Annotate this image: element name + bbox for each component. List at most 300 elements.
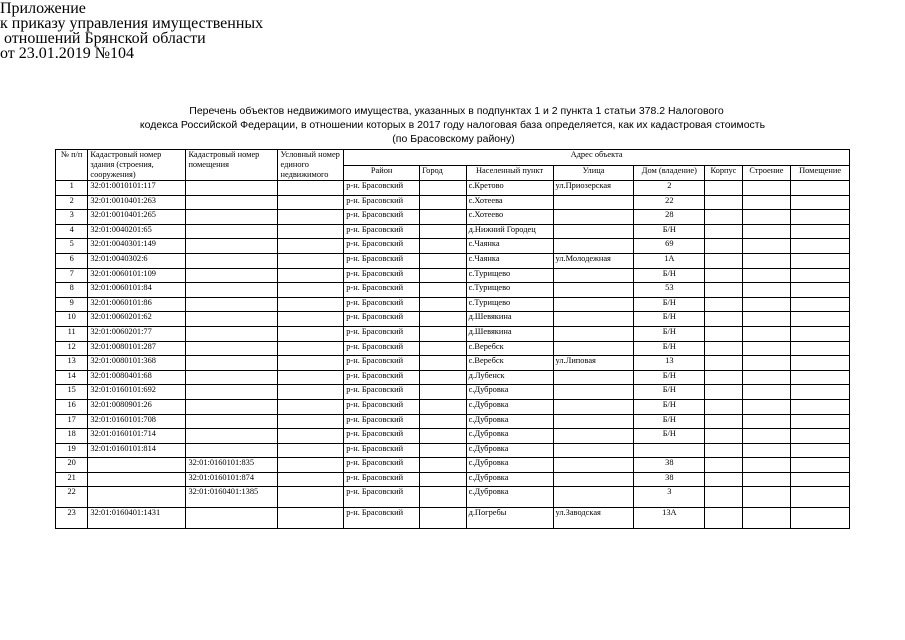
cad-building-cell: 32:01:0080901:26	[88, 399, 186, 414]
house-cell: Б/Н	[634, 224, 705, 239]
cad-room-cell	[186, 239, 278, 254]
cad-room-cell	[186, 268, 278, 283]
stroenie-cell	[742, 253, 791, 268]
cad-room-cell	[186, 341, 278, 356]
row-number-cell: 13	[56, 356, 88, 371]
street-cell: ул.Липовая	[553, 356, 634, 371]
cond-num-cell	[278, 253, 344, 268]
district-cell: р-н. Брасовский	[344, 385, 420, 400]
room-cell	[791, 370, 850, 385]
cond-num-cell	[278, 443, 344, 458]
cad-building-cell: 32:01:0060201:77	[88, 326, 186, 341]
room-cell	[791, 224, 850, 239]
table-row	[56, 399, 850, 414]
locality-cell: с.Дубровка	[466, 472, 553, 487]
header-locality: Населенный пункт	[466, 165, 553, 181]
table-row	[56, 210, 850, 225]
cad-room-cell	[186, 181, 278, 196]
locality-cell: с.Дубровка	[466, 458, 553, 473]
house-cell: 38	[634, 458, 705, 473]
room-cell	[791, 508, 850, 529]
table-row	[56, 181, 850, 196]
table-row	[56, 297, 850, 312]
stroenie-cell	[742, 487, 791, 508]
district-cell: р-н. Брасовский	[344, 326, 420, 341]
cad-building-cell: 32:01:0060201:62	[88, 312, 186, 327]
house-cell: 22	[634, 195, 705, 210]
street-cell	[553, 239, 634, 254]
cond-num-cell	[278, 297, 344, 312]
street-cell: ул.Приозерская	[553, 181, 634, 196]
cond-num-cell	[278, 458, 344, 473]
locality-cell: д.Лубенск	[466, 370, 553, 385]
locality-cell: с.Турищево	[466, 283, 553, 298]
street-cell	[553, 487, 634, 508]
stroenie-cell	[742, 181, 791, 196]
city-cell	[420, 253, 467, 268]
district-cell: р-н. Брасовский	[344, 508, 420, 529]
table-row	[56, 472, 850, 487]
cond-num-cell	[278, 239, 344, 254]
cad-room-cell	[186, 195, 278, 210]
cond-num-cell	[278, 508, 344, 529]
korpus-cell	[705, 458, 742, 473]
stroenie-cell	[742, 385, 791, 400]
korpus-cell	[705, 312, 742, 327]
cad-building-cell: 32:01:0040301:149	[88, 239, 186, 254]
korpus-cell	[705, 253, 742, 268]
cad-room-cell	[186, 399, 278, 414]
property-table	[55, 149, 850, 529]
cond-num-cell	[278, 268, 344, 283]
korpus-cell	[705, 443, 742, 458]
locality-cell: с.Чаянка	[466, 253, 553, 268]
locality-cell: с.Дубровка	[466, 385, 553, 400]
house-cell: 1А	[634, 253, 705, 268]
street-cell	[553, 326, 634, 341]
stroenie-cell	[742, 297, 791, 312]
cad-room-cell: 32:01:0160101:874	[186, 472, 278, 487]
row-number-cell: 6	[56, 253, 88, 268]
locality-cell: д.Шевякина	[466, 312, 553, 327]
room-cell	[791, 341, 850, 356]
locality-cell: с.Дубровка	[466, 399, 553, 414]
cond-num-cell	[278, 210, 344, 225]
korpus-cell	[705, 181, 742, 196]
locality-cell: д.Погребы	[466, 508, 553, 529]
room-cell	[791, 210, 850, 225]
cad-building-cell: 32:01:0040302:6	[88, 253, 186, 268]
street-cell	[553, 443, 634, 458]
table-row	[56, 312, 850, 327]
title-line-3: (по Брасовскому району)	[392, 133, 515, 145]
city-cell	[420, 341, 467, 356]
stroenie-cell	[742, 443, 791, 458]
city-cell	[420, 487, 467, 508]
header-room: Помещение	[791, 165, 850, 181]
row-number-cell: 16	[56, 399, 88, 414]
house-cell: Б/Н	[634, 429, 705, 444]
row-number-cell: 18	[56, 429, 88, 444]
room-cell	[791, 458, 850, 473]
house-cell	[634, 443, 705, 458]
korpus-cell	[705, 399, 742, 414]
house-cell: 13	[634, 356, 705, 371]
locality-cell: д.Шевякина	[466, 326, 553, 341]
house-cell: 38	[634, 472, 705, 487]
street-cell	[553, 385, 634, 400]
locality-cell: с.Чаянка	[466, 239, 553, 254]
locality-cell: с.Веребск	[466, 356, 553, 371]
city-cell	[420, 239, 467, 254]
stroenie-cell	[742, 341, 791, 356]
locality-cell: с.Дубровка	[466, 487, 553, 508]
room-cell	[791, 268, 850, 283]
cond-num-cell	[278, 181, 344, 196]
stroenie-cell	[742, 312, 791, 327]
cad-building-cell: 32:01:0060101:86	[88, 297, 186, 312]
city-cell	[420, 224, 467, 239]
city-cell	[420, 508, 467, 529]
house-cell: 3	[634, 487, 705, 508]
korpus-cell	[705, 268, 742, 283]
table-row	[56, 253, 850, 268]
district-cell: р-н. Брасовский	[344, 399, 420, 414]
cad-room-cell	[186, 297, 278, 312]
table-row	[56, 443, 850, 458]
korpus-cell	[705, 356, 742, 371]
table-row	[56, 341, 850, 356]
appendix-line-3: отношений Брянской области	[4, 30, 206, 47]
row-number-cell: 19	[56, 443, 88, 458]
house-cell: 69	[634, 239, 705, 254]
korpus-cell	[705, 385, 742, 400]
table-row	[56, 385, 850, 400]
district-cell: р-н. Брасовский	[344, 253, 420, 268]
house-cell: Б/Н	[634, 312, 705, 327]
appendix-line-4: от 23.01.2019 №104	[0, 45, 135, 62]
city-cell	[420, 429, 467, 444]
row-number-cell: 8	[56, 283, 88, 298]
stroenie-cell	[742, 239, 791, 254]
row-number-cell: 15	[56, 385, 88, 400]
korpus-cell	[705, 239, 742, 254]
city-cell	[420, 181, 467, 196]
cad-room-cell	[186, 326, 278, 341]
stroenie-cell	[742, 356, 791, 371]
table-row	[56, 195, 850, 210]
row-number-cell: 2	[56, 195, 88, 210]
cad-room-cell	[186, 210, 278, 225]
house-cell: Б/Н	[634, 370, 705, 385]
cad-building-cell: 32:01:0010401:263	[88, 195, 186, 210]
cond-num-cell	[278, 283, 344, 298]
district-cell: р-н. Брасовский	[344, 312, 420, 327]
cad-room-cell	[186, 283, 278, 298]
title-line-2: кодекса Российской Федерации, в отношении которых в 2017 году налоговая база определяется, как их кадастровая стоимость	[139, 119, 766, 131]
room-cell	[791, 414, 850, 429]
header-address: Адрес объекта	[344, 150, 850, 166]
cad-building-cell: 32:01:0040201:65	[88, 224, 186, 239]
district-cell: р-н. Брасовский	[344, 443, 420, 458]
table-row	[56, 487, 850, 508]
table-row	[56, 414, 850, 429]
row-number-cell: 5	[56, 239, 88, 254]
korpus-cell	[705, 472, 742, 487]
appendix-header	[0, 0, 905, 60]
cad-building-cell	[88, 487, 186, 508]
district-cell: р-н. Брасовский	[344, 356, 420, 371]
stroenie-cell	[742, 429, 791, 444]
district-cell: р-н. Брасовский	[344, 224, 420, 239]
house-cell: Б/Н	[634, 268, 705, 283]
cad-room-cell	[186, 253, 278, 268]
header-korpus: Корпус	[705, 165, 742, 181]
table-row	[56, 429, 850, 444]
room-cell	[791, 239, 850, 254]
korpus-cell	[705, 508, 742, 529]
district-cell: р-н. Брасовский	[344, 268, 420, 283]
district-cell: р-н. Брасовский	[344, 370, 420, 385]
district-cell: р-н. Брасовский	[344, 429, 420, 444]
stroenie-cell	[742, 399, 791, 414]
house-cell: Б/Н	[634, 385, 705, 400]
street-cell	[553, 458, 634, 473]
district-cell: р-н. Брасовский	[344, 487, 420, 508]
room-cell	[791, 181, 850, 196]
locality-cell: д.Нижний Городец	[466, 224, 553, 239]
stroenie-cell	[742, 458, 791, 473]
header-cad-room: Кадастровый номер помещения	[186, 150, 278, 181]
cad-building-cell: 32:01:0080401:68	[88, 370, 186, 385]
cad-building-cell: 32:01:0160101:708	[88, 414, 186, 429]
stroenie-cell	[742, 195, 791, 210]
stroenie-cell	[742, 268, 791, 283]
cad-room-cell: 32:01:0160401:1385	[186, 487, 278, 508]
street-cell	[553, 429, 634, 444]
row-number-cell: 7	[56, 268, 88, 283]
cond-num-cell	[278, 341, 344, 356]
cad-building-cell: 32:01:0060101:84	[88, 283, 186, 298]
cad-room-cell	[186, 414, 278, 429]
row-number-cell: 10	[56, 312, 88, 327]
city-cell	[420, 268, 467, 283]
house-cell: Б/Н	[634, 399, 705, 414]
row-number-cell: 22	[56, 487, 88, 508]
locality-cell: с.Дубровка	[466, 443, 553, 458]
header-city: Город	[420, 165, 467, 181]
cad-room-cell	[186, 385, 278, 400]
cad-room-cell	[186, 224, 278, 239]
cond-num-cell	[278, 414, 344, 429]
district-cell: р-н. Брасовский	[344, 195, 420, 210]
cad-room-cell	[186, 356, 278, 371]
stroenie-cell	[742, 414, 791, 429]
locality-cell: с.Кретово	[466, 181, 553, 196]
korpus-cell	[705, 341, 742, 356]
stroenie-cell	[742, 370, 791, 385]
city-cell	[420, 443, 467, 458]
room-cell	[791, 195, 850, 210]
street-cell: ул.Молодежная	[553, 253, 634, 268]
korpus-cell	[705, 370, 742, 385]
cond-num-cell	[278, 472, 344, 487]
header-house: Дом (владение)	[634, 165, 705, 181]
row-number-cell: 4	[56, 224, 88, 239]
room-cell	[791, 312, 850, 327]
korpus-cell	[705, 297, 742, 312]
city-cell	[420, 385, 467, 400]
locality-cell: с.Дубровка	[466, 414, 553, 429]
street-cell	[553, 341, 634, 356]
stroenie-cell	[742, 283, 791, 298]
table-row	[56, 326, 850, 341]
room-cell	[791, 297, 850, 312]
cad-building-cell: 32:01:0080101:368	[88, 356, 186, 371]
room-cell	[791, 326, 850, 341]
stroenie-cell	[742, 326, 791, 341]
cond-num-cell	[278, 195, 344, 210]
city-cell	[420, 370, 467, 385]
table-row	[56, 458, 850, 473]
appendix-line-2: к приказу управления имущественных	[0, 15, 264, 32]
district-cell: р-н. Брасовский	[344, 210, 420, 225]
cond-num-cell	[278, 385, 344, 400]
header-cond-num: Условный номер единого недвижимого	[278, 150, 344, 181]
cad-building-cell: 32:01:0010401:265	[88, 210, 186, 225]
cad-room-cell	[186, 429, 278, 444]
header-street: Улица	[553, 165, 634, 181]
room-cell	[791, 472, 850, 487]
street-cell	[553, 297, 634, 312]
header-stroenie: Строение	[742, 165, 791, 181]
district-cell: р-н. Брасовский	[344, 297, 420, 312]
cad-room-cell	[186, 443, 278, 458]
korpus-cell	[705, 326, 742, 341]
table-row	[56, 268, 850, 283]
cond-num-cell	[278, 312, 344, 327]
stroenie-cell	[742, 508, 791, 529]
row-number-cell: 3	[56, 210, 88, 225]
cad-building-cell: 32:01:0010101:117	[88, 181, 186, 196]
street-cell	[553, 414, 634, 429]
street-cell	[553, 312, 634, 327]
cond-num-cell	[278, 429, 344, 444]
cad-building-cell	[88, 458, 186, 473]
cad-room-cell	[186, 508, 278, 529]
cad-building-cell: 32:01:0160401:1431	[88, 508, 186, 529]
document-title	[0, 104, 905, 146]
row-number-cell: 23	[56, 508, 88, 529]
house-cell: 2	[634, 181, 705, 196]
city-cell	[420, 297, 467, 312]
cad-building-cell	[88, 472, 186, 487]
city-cell	[420, 210, 467, 225]
room-cell	[791, 487, 850, 508]
cad-room-cell: 32:01:0160101:835	[186, 458, 278, 473]
street-cell	[553, 399, 634, 414]
locality-cell: с.Веребск	[466, 341, 553, 356]
row-number-cell: 9	[56, 297, 88, 312]
room-cell	[791, 399, 850, 414]
street-cell	[553, 210, 634, 225]
street-cell: ул.Заводская	[553, 508, 634, 529]
korpus-cell	[705, 429, 742, 444]
row-number-cell: 14	[56, 370, 88, 385]
house-cell: 28	[634, 210, 705, 225]
street-cell	[553, 370, 634, 385]
table-row	[56, 224, 850, 239]
house-cell: 13А	[634, 508, 705, 529]
room-cell	[791, 253, 850, 268]
district-cell: р-н. Брасовский	[344, 181, 420, 196]
cond-num-cell	[278, 399, 344, 414]
locality-cell: с.Турищево	[466, 297, 553, 312]
korpus-cell	[705, 210, 742, 225]
city-cell	[420, 458, 467, 473]
locality-cell: с.Дубровка	[466, 429, 553, 444]
city-cell	[420, 326, 467, 341]
room-cell	[791, 356, 850, 371]
street-cell	[553, 195, 634, 210]
cond-num-cell	[278, 356, 344, 371]
cad-building-cell: 32:01:0160101:814	[88, 443, 186, 458]
korpus-cell	[705, 487, 742, 508]
house-cell: Б/Н	[634, 341, 705, 356]
stroenie-cell	[742, 210, 791, 225]
cad-room-cell	[186, 312, 278, 327]
cad-room-cell	[186, 370, 278, 385]
cond-num-cell	[278, 326, 344, 341]
title-line-1: Перечень объектов недвижимого имущества, указанных в подпунктах 1 и 2 пункта 1 статьи 378.2 Налогового	[189, 105, 724, 117]
city-cell	[420, 283, 467, 298]
district-cell: р-н. Брасовский	[344, 472, 420, 487]
cad-building-cell: 32:01:0160101:692	[88, 385, 186, 400]
header-num: № п/п	[56, 150, 88, 181]
district-cell: р-н. Брасовский	[344, 414, 420, 429]
table-row	[56, 356, 850, 371]
cad-building-cell: 32:01:0160101:714	[88, 429, 186, 444]
district-cell: р-н. Брасовский	[344, 283, 420, 298]
house-cell: Б/Н	[634, 297, 705, 312]
street-cell	[553, 268, 634, 283]
locality-cell: с.Хотеево	[466, 210, 553, 225]
row-number-cell: 21	[56, 472, 88, 487]
table-row	[56, 283, 850, 298]
appendix-line-1: Приложение	[0, 0, 86, 17]
city-cell	[420, 472, 467, 487]
header-cad-building: Кадастровый номер здания (строения, сооружения)	[88, 150, 186, 181]
house-cell: Б/Н	[634, 326, 705, 341]
table-row	[56, 370, 850, 385]
city-cell	[420, 399, 467, 414]
house-cell: Б/Н	[634, 414, 705, 429]
street-cell	[553, 472, 634, 487]
locality-cell: с.Турищево	[466, 268, 553, 283]
room-cell	[791, 429, 850, 444]
row-number-cell: 11	[56, 326, 88, 341]
korpus-cell	[705, 195, 742, 210]
street-cell	[553, 224, 634, 239]
cond-num-cell	[278, 487, 344, 508]
street-cell	[553, 283, 634, 298]
district-cell: р-н. Брасовский	[344, 341, 420, 356]
korpus-cell	[705, 224, 742, 239]
table-row	[56, 239, 850, 254]
row-number-cell: 17	[56, 414, 88, 429]
cad-building-cell: 32:01:0080101:287	[88, 341, 186, 356]
stroenie-cell	[742, 472, 791, 487]
